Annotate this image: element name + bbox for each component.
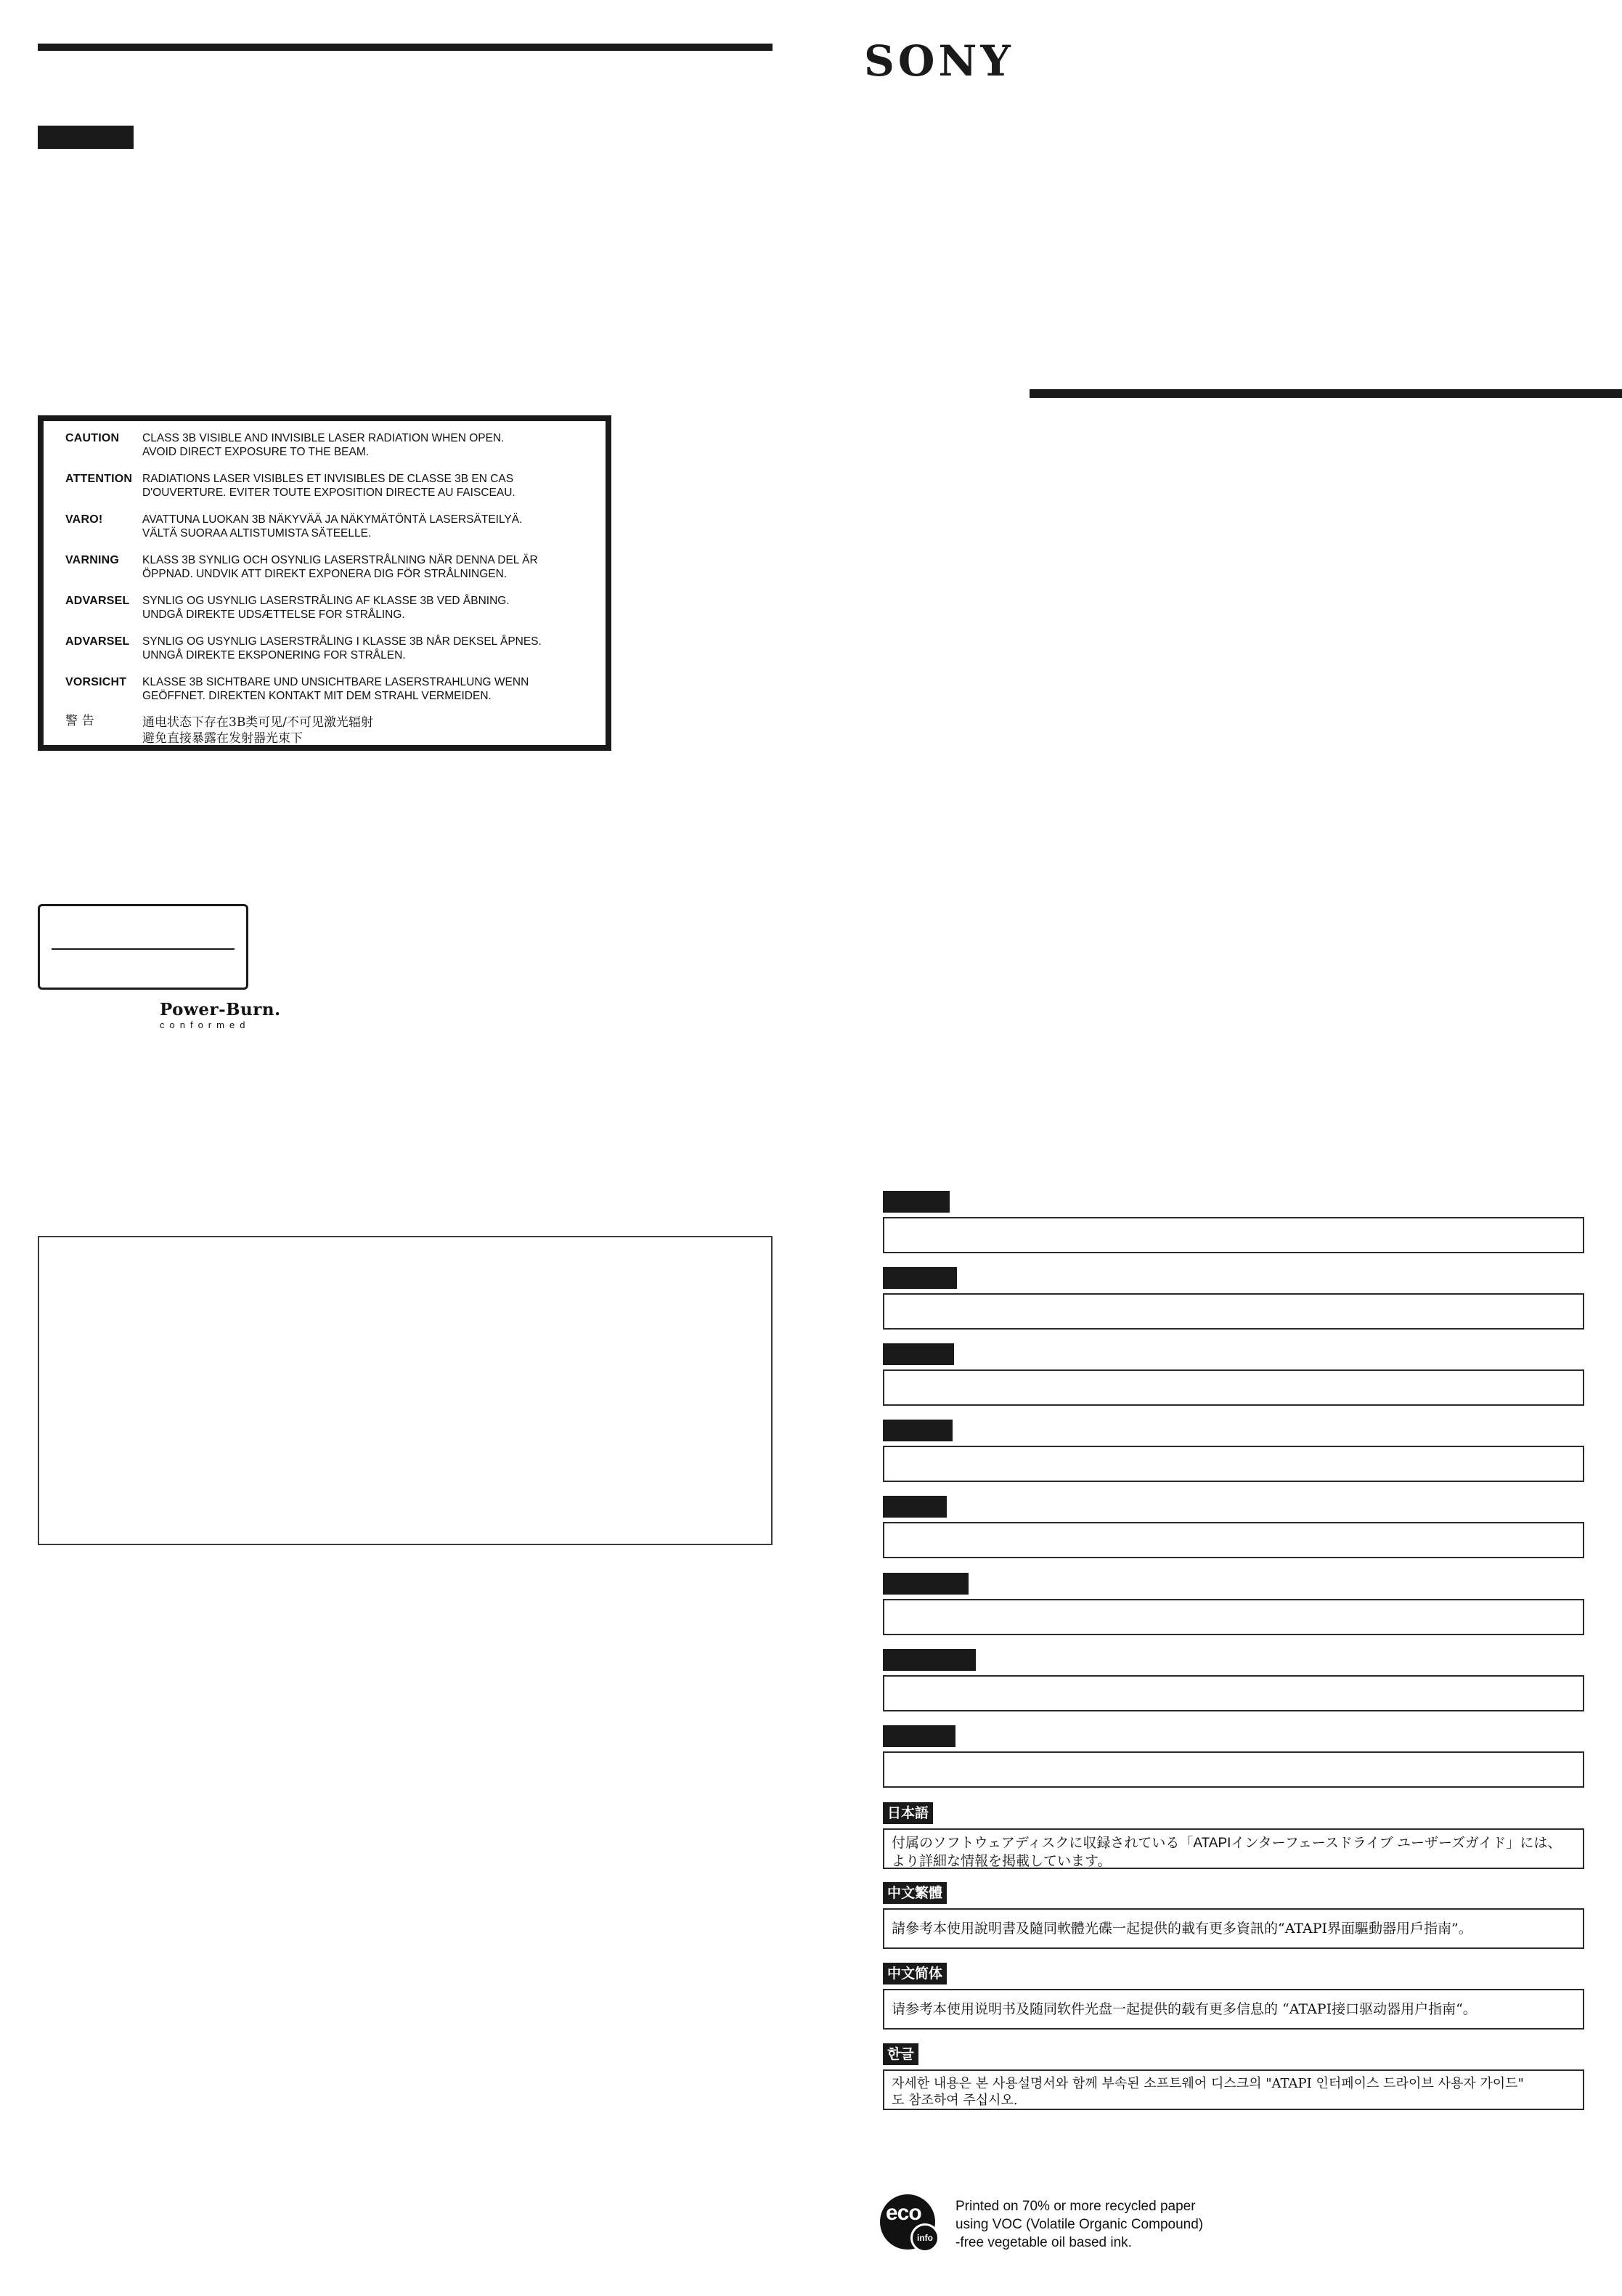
warning-keyword: ATTENTION: [65, 473, 133, 485]
warning-text: CLASS 3B VISIBLE AND INVISIBLE LASER RADIATION WHEN OPEN. AVOID DIRECT EXPOSURE TO THE BEAM.: [142, 432, 505, 458]
warning-keyword: VARNING: [65, 554, 119, 566]
language-text-traditional-chinese: 請參考本使用說明書及隨同軟體光碟一起提供的載有更多資訊的“ATAPI界面驅動器用戶指南”。: [883, 1908, 1584, 1949]
warning-keyword: ADVARSEL: [65, 595, 130, 607]
warning-text: KLASSE 3B SICHTBARE UND UNSICHTBARE LASERSTRAHLUNG WENN GEÖFFNET. DIREKTEN KONTAKT MIT DEM STRAHL VERMEIDEN.: [142, 676, 529, 702]
laser-caution-label: [38, 415, 611, 751]
warning-keyword: VARO!: [65, 513, 103, 526]
eco-info-logo: [880, 2194, 935, 2250]
eco-logo-word: eco: [886, 2201, 921, 2225]
section-tab: [38, 126, 134, 149]
warning-text: SYNLIG OG USYNLIG LASERSTRÅLING I KLASSE 3B NÅR DEKSEL ÅPNES. UNNGÅ DIREKTE EKSPONERING FOR STRÅLEN.: [142, 635, 542, 661]
language-text-korean: 자세한 내용은 본 사용설명서와 함께 부속된 소프트웨어 디스크의 "ATAPI 인터페이스 드라이브 사용자 가이드" 도 참조하여 주십시오.: [883, 2069, 1584, 2110]
power-burn-logo: [160, 1001, 283, 1037]
power-burn-logo-sub: conformed: [160, 1019, 250, 1030]
warning-keyword: CAUTION: [65, 432, 120, 444]
language-box-blank: [883, 1217, 1584, 1253]
language-tab-blank: [883, 1267, 957, 1289]
language-text-simplified-chinese: 请参考本使用说明书及随同软件光盘一起提供的载有更多信息的 “ATAPI接口驱动器用户指南“。: [883, 1989, 1584, 2030]
language-tab-traditional-chinese: 中文繁體: [883, 1882, 947, 1904]
language-box-blank: [883, 1446, 1584, 1482]
language-tab-blank: [883, 1573, 969, 1595]
warning-text: RADIATIONS LASER VISIBLES ET INVISIBLES DE CLASSE 3B EN CAS D'OUVERTURE. EVITER TOUTE EXPOSITION DIRECTE AU FAISCEAU.: [142, 473, 515, 499]
language-tab-blank: [883, 1343, 954, 1365]
language-tab-blank: [883, 1725, 955, 1747]
eco-info-badge: [910, 2223, 940, 2252]
eco-info-badge-text: info: [917, 2233, 933, 2243]
model-label-box: [38, 904, 248, 990]
language-box-blank: [883, 1522, 1584, 1558]
language-tab-simplified-chinese: 中文简体: [883, 1963, 947, 1984]
warning-text: SYNLIG OG USYNLIG LASERSTRÅLING AF KLASSE 3B VED ÅBNING. UNDGÅ DIREKTE UDSÆTTELSE FOR STRÅLING.: [142, 595, 510, 621]
language-box-blank: [883, 1599, 1584, 1635]
warning-text: 通电状态下存在3B类可见/不可见激光辐射 避免直接暴露在发射器光束下: [142, 715, 374, 746]
language-tab-japanese: 日本語: [883, 1802, 933, 1824]
language-tab-blank: [883, 1496, 947, 1518]
warning-keyword: ADVARSEL: [65, 635, 130, 648]
model-label-divider: [52, 948, 235, 950]
language-tab-blank: [883, 1420, 953, 1441]
warning-text: KLASS 3B SYNLIG OCH OSYNLIG LASERSTRÅLNING NÄR DENNA DEL ÄR ÖPPNAD. UNDVIK ATT DIREKT EXPONERA DIG FÖR STRÅLNINGEN.: [142, 554, 538, 580]
language-tab-korean: 한글: [883, 2043, 918, 2065]
blank-panel: [38, 1236, 773, 1545]
warning-keyword: 警 告: [65, 714, 95, 728]
language-tab-blank: [883, 1191, 950, 1213]
warning-keyword: VORSICHT: [65, 676, 127, 688]
recycled-paper-notice: Printed on 70% or more recycled paper using VOC (Volatile Organic Compound) -free vegetable oil based ink.: [955, 2199, 1204, 2250]
power-burn-logo-main: Power-Burn.: [160, 1000, 281, 1019]
language-text-japanese: 付属のソフトウェアディスクに収録されている「ATAPIインターフェースドライブ ユーザーズガイド」には、 より詳細な情報を掲載しています。: [883, 1828, 1584, 1869]
language-box-blank: [883, 1751, 1584, 1788]
language-box-blank: [883, 1675, 1584, 1711]
language-tab-blank: [883, 1649, 976, 1671]
top-rule: [38, 44, 773, 51]
sony-logo: SONY: [864, 36, 1014, 86]
language-box-blank: [883, 1369, 1584, 1406]
warning-text: AVATTUNA LUOKAN 3B NÄKYVÄÄ JA NÄKYMÄTÖNTÄ LASERSÄTEILYÄ. VÄLTÄ SUORAA ALTISTUMISTA SÄTEELLE.: [142, 513, 523, 540]
title-rule: [1030, 389, 1622, 398]
language-box-blank: [883, 1293, 1584, 1330]
